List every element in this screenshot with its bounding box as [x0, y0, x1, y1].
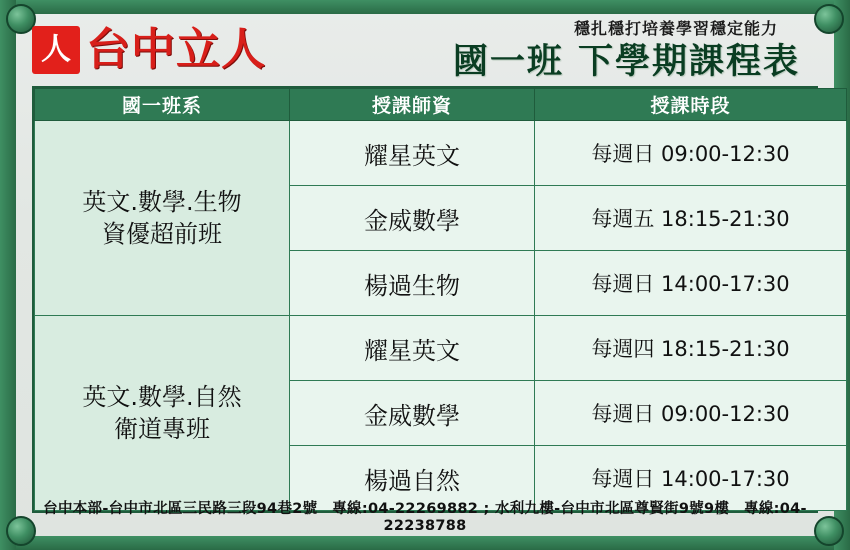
logo-glyph: 人: [41, 32, 71, 67]
time-cell: 每週日 09:00-12:30: [535, 121, 847, 186]
teacher-cell: 耀星英文: [290, 121, 535, 186]
group-name-line2: 衛道專班: [114, 415, 210, 443]
page-title: 國一班 下學期課程表: [452, 41, 800, 82]
brand-logo: [32, 26, 266, 74]
group-cell-1: [35, 121, 290, 316]
time-cell: 每週日 14:00-17:30: [535, 251, 847, 316]
frame-bottom: [0, 536, 850, 550]
schedule-table: [34, 88, 847, 511]
table-header-row: [35, 89, 847, 121]
column-header-time: 授課時段: [535, 89, 847, 121]
footer-contact-info: 台中本部-台中市北區三民路三段94巷2號 專線:04-22269882 ; 水利九樓-台中市北區尊賢街9號9樓 專線:04-22238788: [43, 501, 807, 534]
teacher-cell: 金威數學: [290, 381, 535, 446]
frame-top: [0, 0, 850, 14]
table-row: [35, 316, 847, 381]
teacher-cell: 耀星英文: [290, 316, 535, 381]
frame-left: [0, 0, 16, 550]
group-cell-2: [35, 316, 290, 511]
header: [16, 14, 834, 86]
logo-mark-icon: [32, 26, 80, 74]
group-name-line1: 英文.數學.自然: [82, 382, 242, 411]
table-row: [35, 121, 847, 186]
teacher-cell: 楊過生物: [290, 251, 535, 316]
group-name-line2: 資優超前班: [102, 220, 222, 248]
group-name-line1: 英文.數學.生物: [82, 187, 242, 216]
time-cell: 每週日 09:00-12:30: [535, 381, 847, 446]
time-cell: 每週四 18:15-21:30: [535, 316, 847, 381]
column-header-teacher: 授課師資: [290, 89, 535, 121]
column-header-class: 國一班系: [35, 89, 290, 121]
time-cell: 每週五 18:15-21:30: [535, 186, 847, 251]
slogan: 穩扎穩打培養學習穩定能力: [573, 19, 778, 38]
logo-text: 台中立人: [86, 24, 266, 75]
poster-inner: [16, 14, 834, 536]
schedule-table-wrapper: [32, 86, 818, 513]
teacher-cell: 楊過自然: [290, 446, 535, 511]
teacher-cell: 金威數學: [290, 186, 535, 251]
time-cell: 每週日 14:00-17:30: [535, 446, 847, 511]
